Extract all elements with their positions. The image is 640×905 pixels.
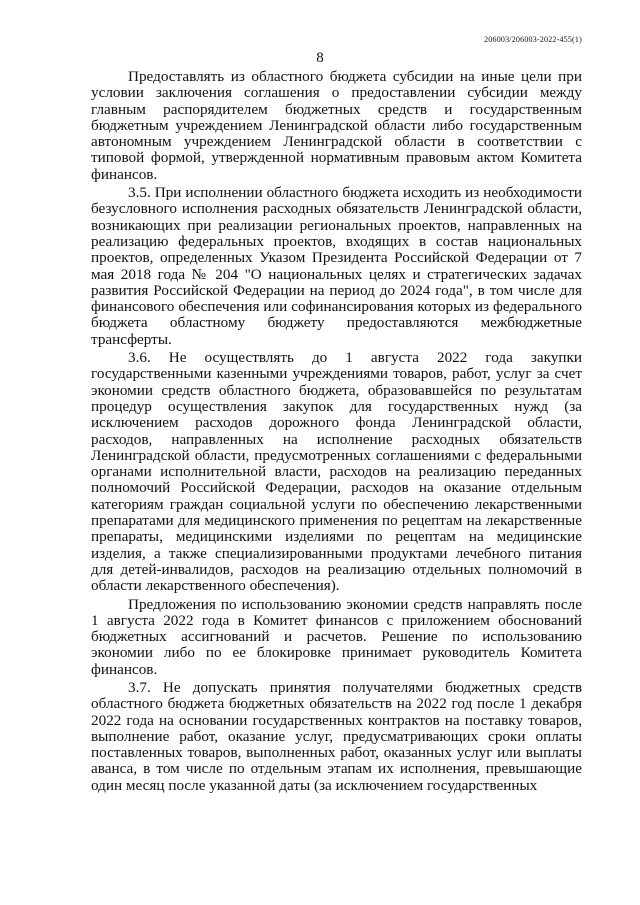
paragraph-savings-proposals: Предложения по использованию экономии средств направлять после 1 августа 2022 года в Комитет финансов с приложением обоснований бюджетных ассигнований и расчетов. Решение по использованию экономии либо по ее блокировке принимает руководитель Комитета финансов. xyxy=(91,595,582,678)
page-number: 8 xyxy=(316,50,324,66)
paragraph-3-5: 3.5. При исполнении областного бюджета исходить из необходимости безусловного исполнения расходных обязательств Ленинградской области, возникающих при реализации региональных проектов, направленных на реализацию федеральных проектов, входящих в состав национальных проектов, определенных Указом Президента Российской Федерации от 7 мая 2018 года № 204 "О национальных целях и стратегических задачах развития Российской Федерации на период до 2024 года", в том числе для финансового обеспечения или софинансирования которых из федерального бюджета областному бюджету предоставляются межбюджетные трансферты. xyxy=(91,184,582,348)
document-id: 206003/206003-2022-455(1) xyxy=(484,35,582,44)
paragraph-3-7: 3.7. Не допускать принятия получателями бюджетных средств областного бюджета бюджетных обязательств на 2022 год после 1 декабря 2022 года на основании государственных контрактов на поставку товаров, выполнение работ, оказание услуг, предусматривающих сроки оплаты поставленных товаров, выполненных работ, оказанных услуг или выплаты аванса, в том числе по отдельным этапам их исполнения, превышающие один месяц после указанной даты (за исключением государственных xyxy=(91,678,582,794)
paragraph-subsidies: Предоставлять из областного бюджета субсидии на иные цели при условии заключения соглашения о предоставлении субсидии между главным распорядителем бюджетных средств и государственным бюджетным учреждением Ленинградской области либо государственным автономным учреждением Ленинградской области в соответствии с типовой формой, утвержденной нормативным правовым актом Комитета финансов. xyxy=(91,68,582,183)
paragraph-3-6: 3.6. Не осуществлять до 1 августа 2022 года закупки государственными казенными учреждениями товаров, работ, услуг за счет экономии средств областного бюджета, образовавшейся по результатам процедур осуществления закупок для государственных нужд (за исключением расходов дорожного фонда Ленинградской области, расходов, направленных на исполнение расходных обязательств Ленинградской области, предусмотренных соглашениями с федеральными органами исполнительной власти, расходов на реализацию переданных полномочий Российской Федерации, расходов на оказание отдельным категориям граждан социальной услуги по обеспечению лекарственными препаратами для медицинского применения по рецептам на лекарственные препараты, медицинскими изделиями по рецептам на медицинские изделия, а также специализированными продуктами лечебного питания для детей-инвалидов, расходов на реализацию отдельных полномочий в области лекарственного обеспечения). xyxy=(91,349,582,595)
document-body xyxy=(91,69,582,796)
